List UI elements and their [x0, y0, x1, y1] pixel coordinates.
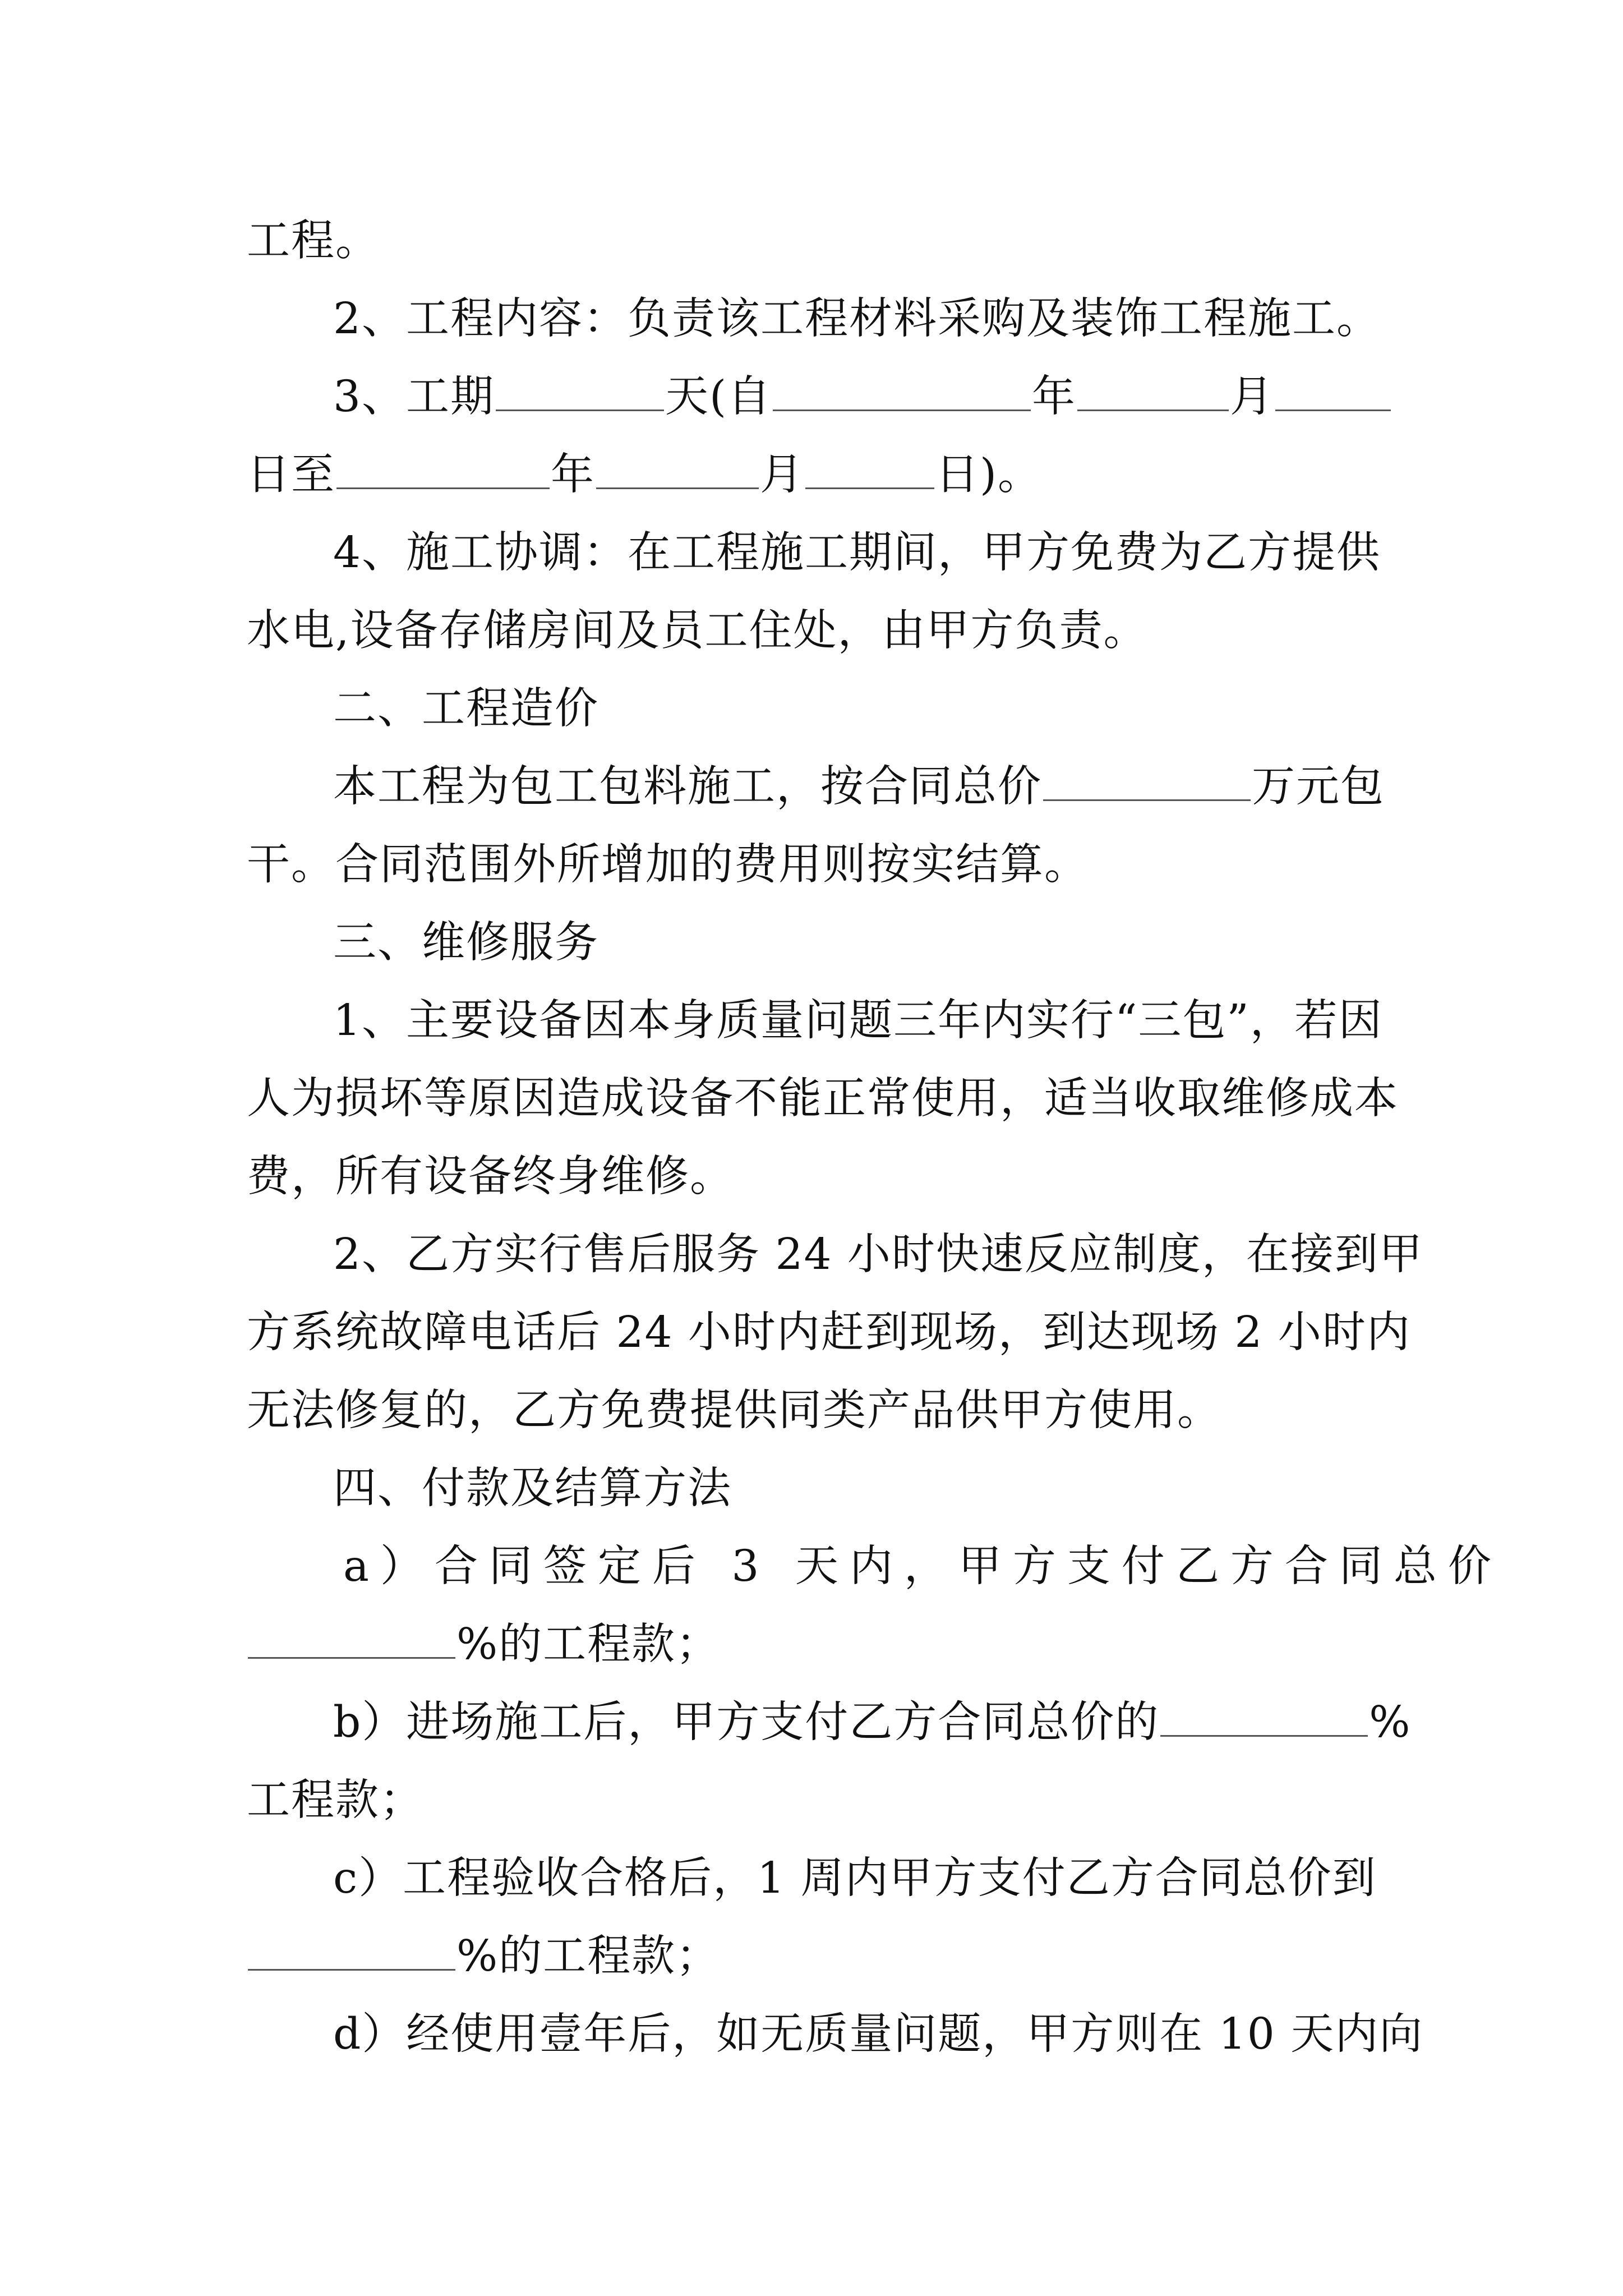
line-text: 4、施工协调：在工程施工期间，甲方免费为乙方提供	[333, 528, 1381, 578]
clause-4-a-payment-cont	[247, 1605, 720, 1684]
section-2-price-cont	[247, 826, 1089, 904]
clause-3-2-service	[333, 1216, 1423, 1294]
blank-days-field[interactable]	[496, 358, 664, 411]
label-month: 月	[1230, 372, 1275, 422]
label-percent: %	[1369, 1697, 1412, 1747]
line-text: d）经使用壹年后，如无质量问题，甲方则在 10 天内向	[333, 2009, 1424, 2059]
clause-1-3-duration	[333, 358, 1392, 436]
clause-3-1-warranty-end	[247, 1138, 734, 1216]
line-text: 无法修复的，乙方免费提供同类产品供甲方使用。	[247, 1386, 1221, 1435]
label-percent-payment: %的工程款；	[457, 1931, 721, 1981]
blank-start-day-field[interactable]	[1275, 358, 1391, 411]
clause-4-b-payment-cont	[247, 1761, 424, 1840]
line-text: 工程。	[247, 216, 380, 266]
label-day-close: 日)。	[935, 450, 1043, 500]
label-from: 天(自	[665, 372, 772, 422]
text-line-continuation	[247, 202, 380, 280]
label-year: 年	[1032, 372, 1077, 422]
section-2-price	[333, 748, 1385, 826]
line-text: 方系统故障电话后 24 小时内赶到现场，到达现场 2 小时内	[247, 1308, 1411, 1358]
line-text: 工程款；	[247, 1775, 424, 1825]
blank-start-year-field[interactable]	[773, 358, 1031, 411]
clause-4-d-payment	[333, 1995, 1423, 2074]
label-after-entry: b）进场施工后，甲方支付乙方合同总价的	[333, 1697, 1160, 1747]
label-month: 月	[760, 450, 804, 500]
blank-end-month-field[interactable]	[596, 436, 759, 489]
line-text: 人为损坏等原因造成设备不能正常使用，适当收取维修成本	[247, 1074, 1399, 1124]
line-text: 1、主要设备因本身质量问题三年内实行“三包”，若因	[333, 996, 1383, 1046]
clause-4-c-payment	[333, 1839, 1377, 1918]
line-text: 水电,设备存储房间及员工住处，由甲方负责。	[247, 606, 1148, 656]
blank-start-month-field[interactable]	[1077, 358, 1229, 411]
blank-end-day-field[interactable]	[805, 436, 934, 489]
clause-4-b-payment	[333, 1683, 1411, 1762]
clause-3-2-service-cont	[247, 1294, 1411, 1372]
section-4-heading	[333, 1450, 732, 1528]
label-duration: 3、工期	[333, 372, 495, 422]
clause-3-1-warranty-cont	[247, 1060, 1399, 1138]
clause-3-1-warranty	[333, 982, 1383, 1060]
clause-1-2-content	[333, 280, 1381, 358]
blank-percent-b-field[interactable]	[1160, 1683, 1368, 1737]
line-text: 三、维修服务	[333, 918, 599, 968]
blank-percent-a-field[interactable]	[248, 1605, 455, 1659]
line-text: 干。合同范围外所增加的费用则按实结算。	[247, 840, 1089, 890]
clause-4-a-payment	[343, 1527, 1502, 1606]
label-year: 年	[551, 450, 595, 500]
line-text: 2、工程内容：负责该工程材料采购及装饰工程施工。	[333, 294, 1381, 344]
clause-1-4-coordination-cont	[247, 592, 1147, 670]
clause-3-2-service-end	[247, 1372, 1221, 1450]
clause-1-3-duration-end	[247, 436, 1042, 514]
line-text: 四、付款及结算方法	[333, 1464, 732, 1513]
label-wan-yuan: 万元包	[1252, 762, 1385, 812]
clause-4-c-payment-cont	[247, 1917, 720, 1996]
line-text: a）合同签定后 3 天内，甲方支付乙方合同总价	[343, 1542, 1502, 1591]
line-text: c）工程验收合格后，1 周内甲方支付乙方合同总价到	[333, 1853, 1377, 1903]
label-until: 日至	[247, 450, 335, 500]
label-percent-payment: %的工程款；	[457, 1619, 721, 1669]
blank-percent-c-field[interactable]	[248, 1917, 455, 1971]
blank-end-year-field[interactable]	[336, 436, 550, 489]
line-text: 2、乙方实行售后服务 24 小时快速反应制度，在接到甲	[333, 1230, 1423, 1280]
line-text: 费，所有设备终身维修。	[247, 1152, 734, 1202]
section-2-heading	[333, 670, 599, 748]
section-3-heading	[333, 904, 599, 982]
blank-price-field[interactable]	[1043, 748, 1251, 801]
label-total-price: 本工程为包工包料施工，按合同总价	[333, 762, 1042, 812]
clause-1-4-coordination	[333, 514, 1381, 592]
line-text: 二、工程造价	[333, 684, 599, 734]
